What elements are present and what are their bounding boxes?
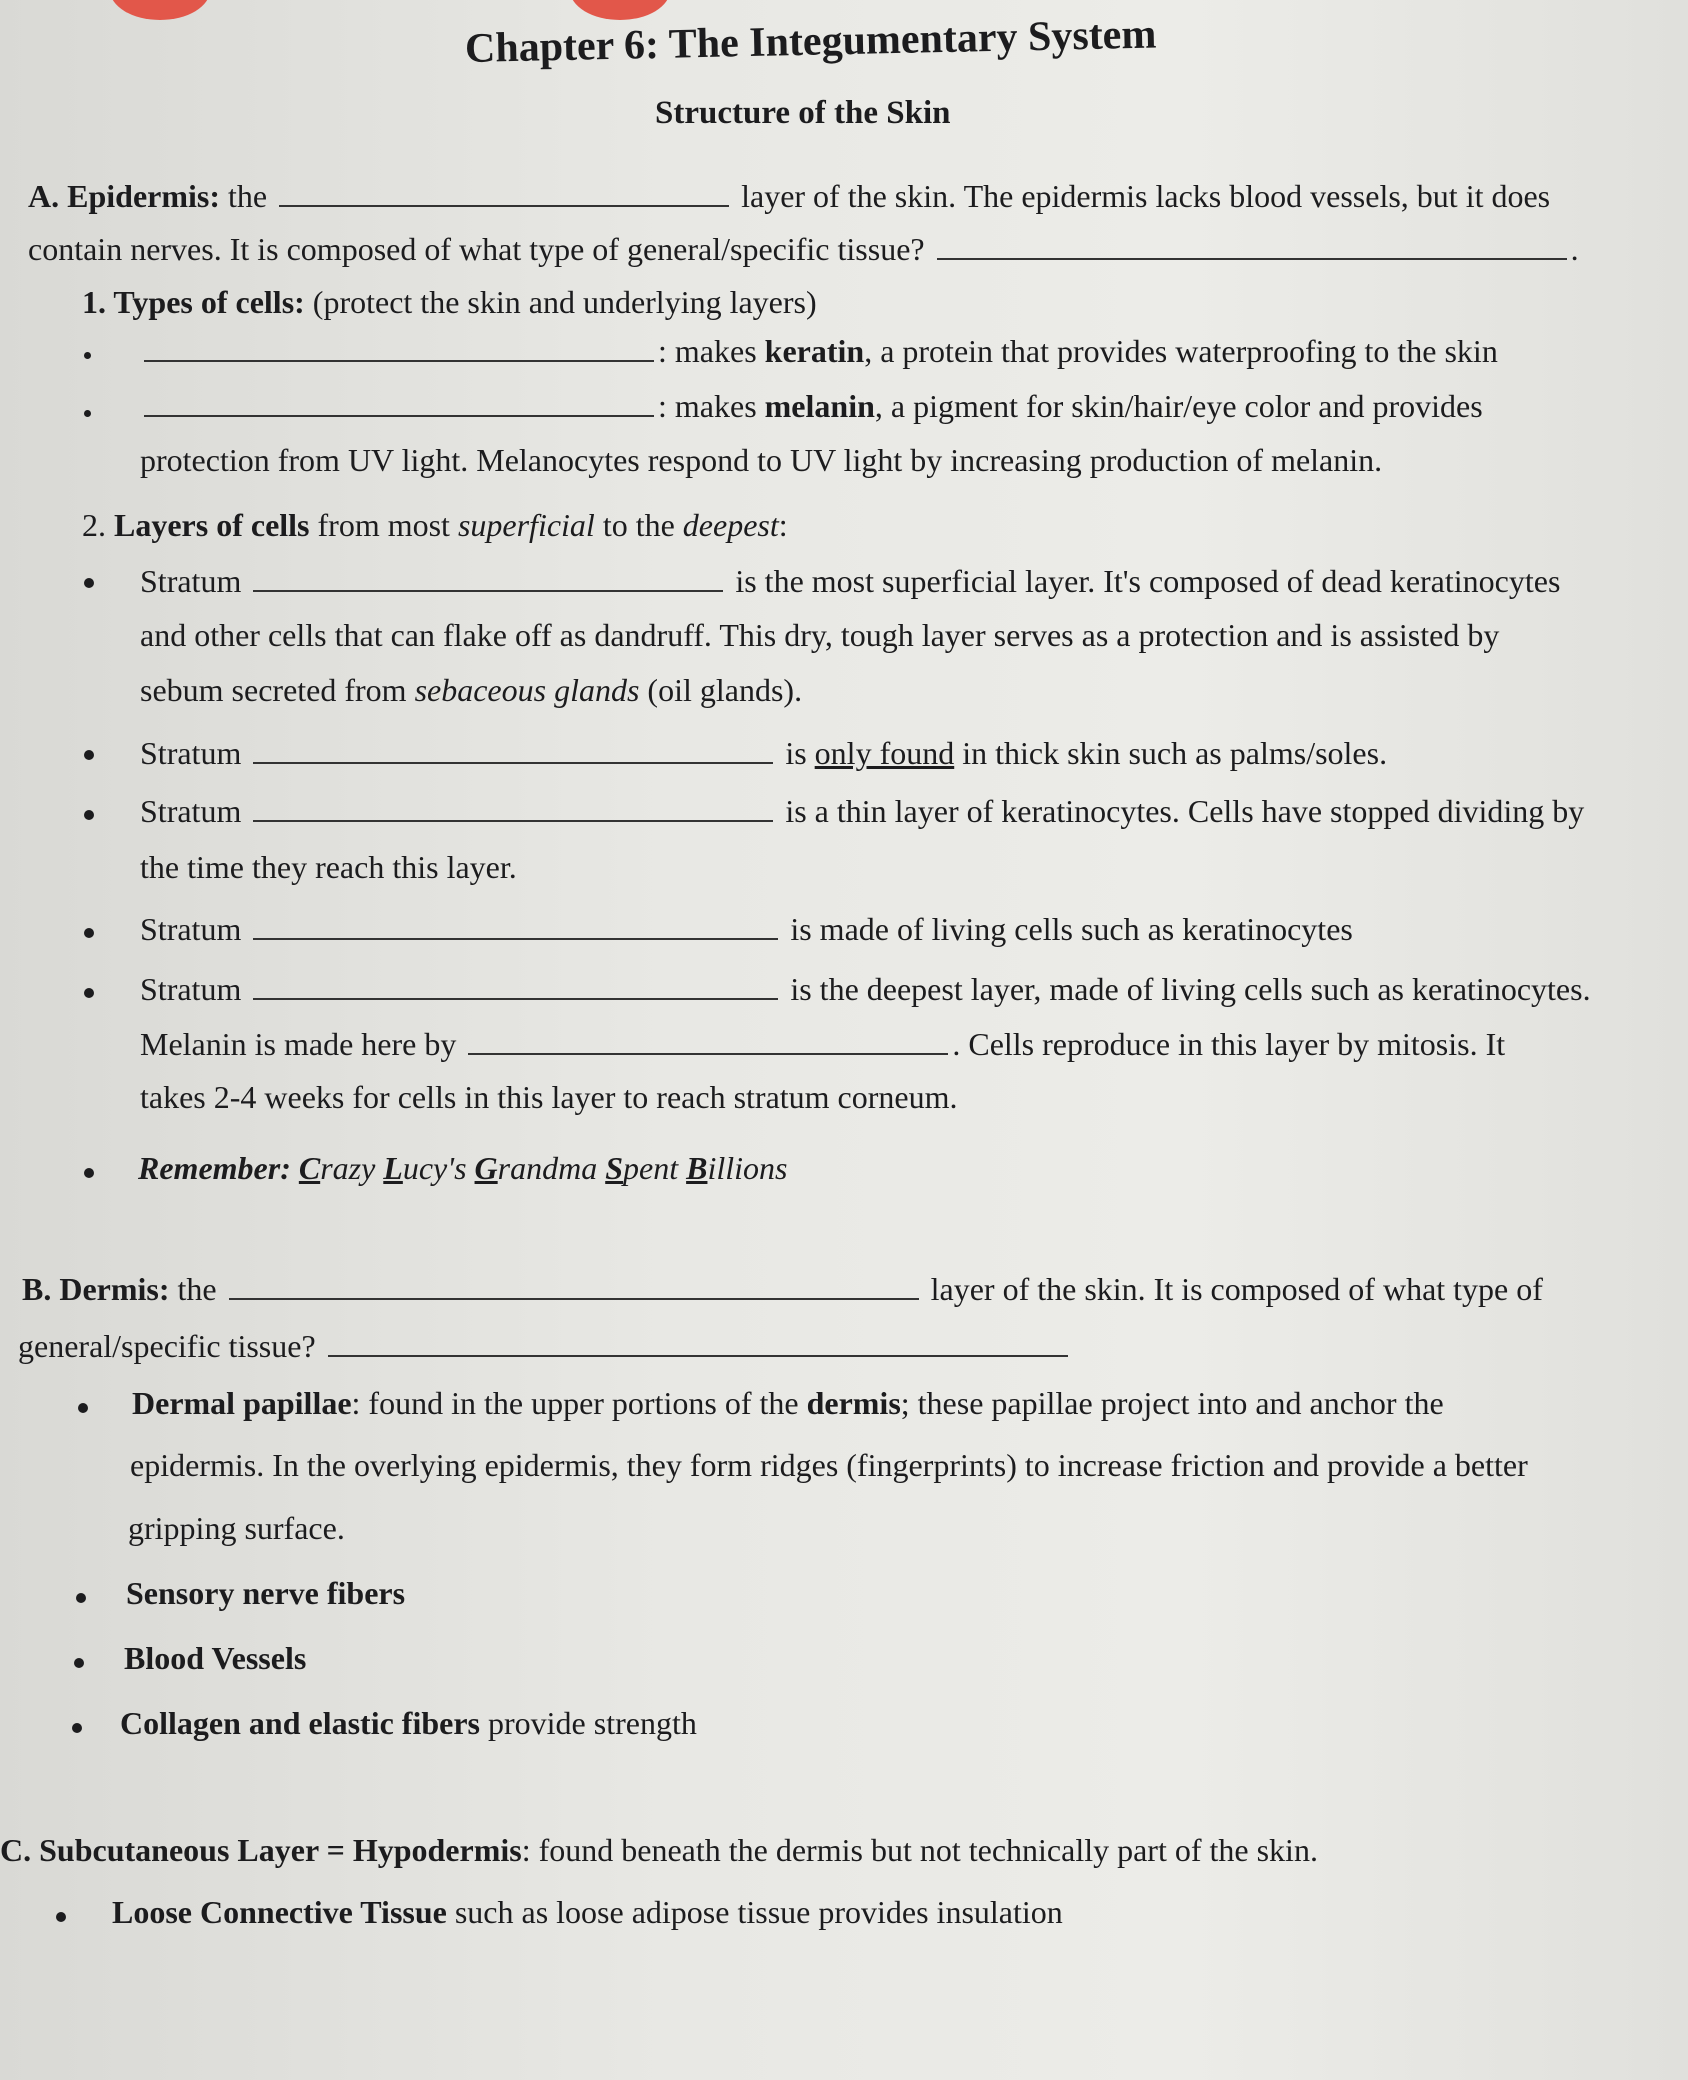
stratum-blank-3[interactable] xyxy=(253,790,773,822)
dermal-papillae-line: Dermal papillae: found in the upper portions of the dermis; these papillae project into and anchor the xyxy=(132,1385,1444,1421)
stratum-blank-1[interactable] xyxy=(253,560,723,592)
types-heading: 1. Types of cells: (protect the skin and underlying layers) xyxy=(82,284,817,320)
dermis-label: B. Dermis: xyxy=(22,1271,170,1307)
keratinocyte-line: : makes keratin, a protein that provides waterproofing to the skin xyxy=(140,330,1498,371)
dermis-tissue-blank[interactable] xyxy=(328,1325,1068,1357)
loose-connective-line: Loose Connective Tissue such as loose adipose tissue provides insulation xyxy=(112,1894,1063,1930)
stratum-1-line-2: and other cells that can flake off as dandruff. This dry, tough layer serves as a protection and is assisted by xyxy=(140,617,1500,653)
collagen-line: Collagen and elastic fibers provide strength xyxy=(120,1705,697,1741)
bullet xyxy=(84,810,94,820)
layers-heading: 2. Layers of cells from most superficial to the deepest: xyxy=(82,507,788,543)
bullet xyxy=(84,928,94,938)
stratum-5-line-3: takes 2-4 weeks for cells in this layer to reach stratum corneum. xyxy=(140,1079,958,1115)
tissue-type-blank[interactable] xyxy=(937,228,1567,260)
dermal-papillae-line-3: gripping surface. xyxy=(128,1510,345,1546)
bullet xyxy=(74,1658,84,1668)
hypodermis-label: C. Subcutaneous Layer = Hypodermis xyxy=(0,1832,522,1868)
stratum-3-line: Stratum is a thin layer of keratinocytes. Cells have stopped dividing by xyxy=(140,790,1584,831)
bullet xyxy=(84,578,94,588)
bullet xyxy=(84,750,94,760)
mnemonic-line: Remember: Crazy Lucy's Grandma Spent Billions xyxy=(138,1150,788,1186)
stratum-5-line: Stratum is the deepest layer, made of living cells such as keratinocytes. xyxy=(140,968,1591,1009)
bullet xyxy=(84,410,91,417)
sensory-nerve-line: Sensory nerve fibers xyxy=(126,1575,406,1611)
dermis-line-2: general/specific tissue? xyxy=(18,1325,1072,1366)
melanocyte-line-2: protection from UV light. Melanocytes respond to UV light by increasing production of melanin. xyxy=(140,442,1383,478)
bullet xyxy=(72,1723,82,1733)
dermis-blank[interactable] xyxy=(229,1268,919,1300)
cell-type-blank-2[interactable] xyxy=(144,385,654,417)
dermal-papillae-line-2: epidermis. In the overlying epidermis, they form ridges (fingerprints) to increase friction and provide a better xyxy=(130,1447,1528,1483)
epidermis-line-2: contain nerves. It is composed of what type of general/specific tissue? . xyxy=(28,228,1579,269)
stratum-blank-5[interactable] xyxy=(253,968,778,1000)
stratum-blank-4[interactable] xyxy=(253,908,778,940)
bullet xyxy=(84,352,91,359)
epidermis-blank[interactable] xyxy=(279,175,729,207)
page-title: Chapter 6: The Integumentary System xyxy=(464,11,1157,72)
hypodermis-line: C. Subcutaneous Layer = Hypodermis: found beneath the dermis but not technically part of the skin. xyxy=(0,1832,1318,1868)
stratum-1-line: Stratum is the most superficial layer. It's composed of dead keratinocytes xyxy=(140,560,1560,601)
epidermis-line-1: A. Epidermis: the layer of the skin. The epidermis lacks blood vessels, but it does xyxy=(28,175,1550,216)
bullet xyxy=(78,1403,88,1413)
stratum-2-line: Stratum is only found in thick skin such as palms/soles. xyxy=(140,732,1387,773)
stratum-4-line: Stratum is made of living cells such as keratinocytes xyxy=(140,908,1353,949)
melanin-producer-blank[interactable] xyxy=(468,1023,948,1055)
stratum-3-line-2: the time they reach this layer. xyxy=(140,849,517,885)
stratum-1-line-3: sebum secreted from sebaceous glands (oil glands). xyxy=(140,672,803,708)
stratum-5-line-2: Melanin is made here by . Cells reproduce in this layer by mitosis. It xyxy=(140,1023,1505,1064)
melanocyte-line: : makes melanin, a pigment for skin/hair/eye color and provides xyxy=(140,385,1483,426)
bullet xyxy=(76,1593,86,1603)
bullet xyxy=(84,988,94,998)
epidermis-label: A. Epidermis: xyxy=(28,178,220,214)
bullet xyxy=(84,1168,94,1178)
blood-vessels-line: Blood Vessels xyxy=(124,1640,307,1676)
section-title: Structure of the Skin xyxy=(655,95,951,131)
bullet xyxy=(56,1912,66,1922)
dermis-line-1: B. Dermis: the layer of the skin. It is composed of what type of xyxy=(22,1268,1543,1309)
stratum-blank-2[interactable] xyxy=(253,732,773,764)
cell-type-blank-1[interactable] xyxy=(144,330,654,362)
